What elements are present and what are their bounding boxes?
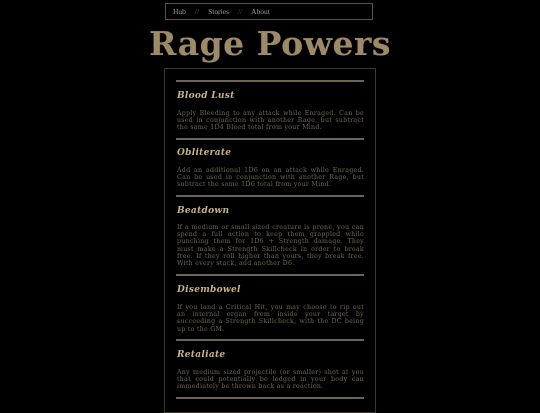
power-description: If a medium or small sized creature is prone, you can spend a full action to keep them grappled while punching them for 1D6 + Strength damage. They must make a Strength Skillcheck in order to break free. If they roll higher than yours, they break free. With every stack, add another D6. bbox=[177, 224, 364, 268]
power-description: If you land a Critical Hit, you may choose to rip out an internal organ from inside your target by succeeding a Strength Skillcheck, with the DC being up to the GM. bbox=[177, 304, 364, 333]
page-title: Rage Powers bbox=[149, 24, 391, 63]
section-divider bbox=[176, 138, 364, 140]
nav-separator: // bbox=[194, 7, 200, 16]
nav-link-about[interactable]: About bbox=[251, 7, 270, 16]
section-divider bbox=[176, 274, 364, 276]
section-divider bbox=[176, 195, 364, 197]
power-description: Add an additional 1D6 on an attack while Enraged. Can be used in conjunction with another Rage, but subtract the same 1D6 total from your Mind. bbox=[177, 167, 364, 189]
power-description: Apply Bleeding to any attack while Enraged. Can be used in conjunction with another Rage, but subtract the same 1D4 Bleed total from your Mind. bbox=[177, 110, 364, 132]
nav-separator: // bbox=[237, 7, 243, 16]
power-heading: Obliterate bbox=[177, 148, 232, 158]
nav-link-hub[interactable]: Hub bbox=[173, 7, 186, 16]
power-heading: Retaliate bbox=[177, 350, 226, 360]
section-divider bbox=[176, 397, 364, 399]
section-divider bbox=[176, 339, 364, 341]
section-divider bbox=[176, 80, 364, 82]
power-heading: Beatdown bbox=[177, 206, 230, 216]
top-nav bbox=[165, 3, 373, 20]
power-heading: Disembowel bbox=[177, 285, 241, 295]
power-heading: Blood Lust bbox=[177, 91, 235, 101]
nav-link-stories[interactable]: Stories bbox=[208, 7, 229, 16]
power-description: Any medium sized projectile (or smaller) shot at you that could potentially be lodged in your body can immediately be thrown back as a reaction. bbox=[177, 369, 364, 391]
